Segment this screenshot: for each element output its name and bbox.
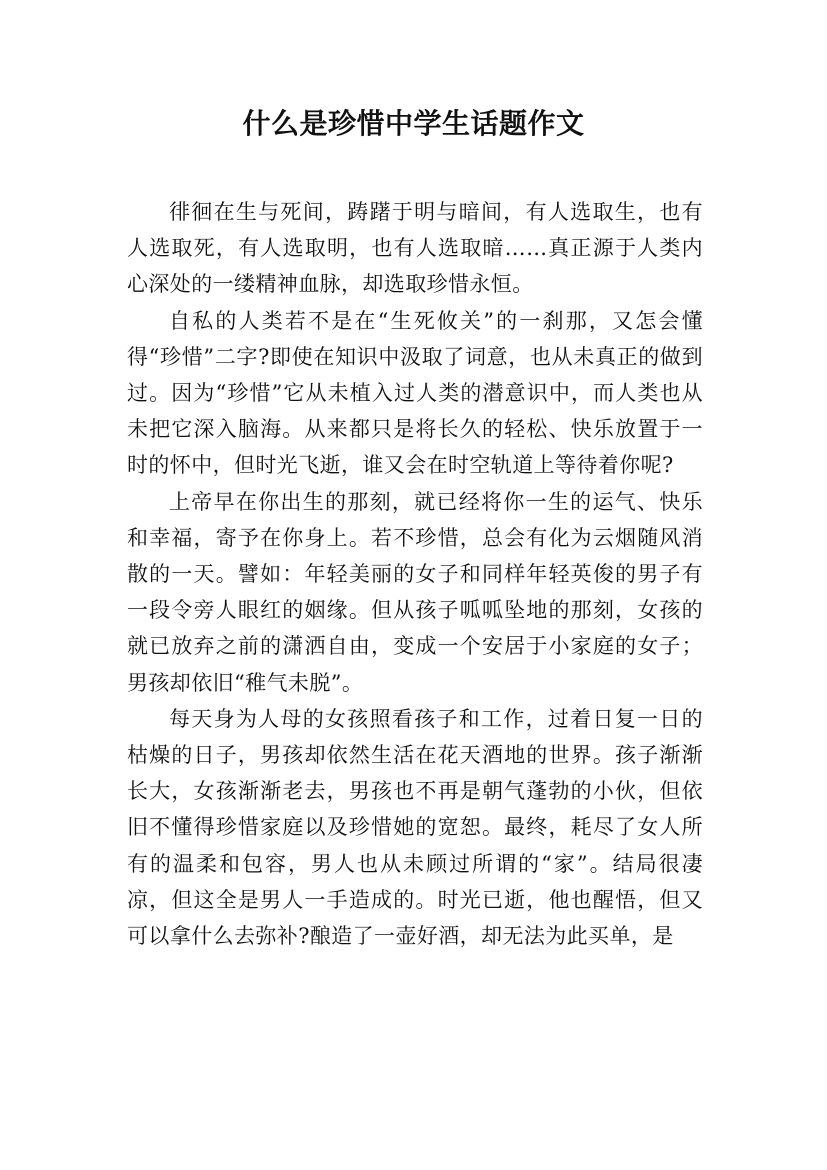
paragraph-1: 徘徊在生与死间，踌躇于明与暗间，有人选取生，也有人选取死，有人选取明，也有人选取暗……真正源于人类内心深处的一缕精神血脉，却选取珍惜永恒。 bbox=[127, 200, 703, 297]
paragraph-4: 每天身为人母的女孩照看孩子和工作，过着日复一日的枯燥的日子，男孩却依然生活在花天酒地的世界。孩子渐渐长大，女孩渐渐老去，男孩也不再是朝气蓬勃的小伙，但依旧不懂得珍惜家庭以及珍惜她的宽恕。最终，耗尽了女人所有的温柔和包容，男人也从未顾过所谓的“家”。结局很凄凉，但这全是男人一手造成的。时光已逝，他也醒悟，但又可以拿什么去弥补?酿造了一壶好酒，却无法为此买单，是 bbox=[127, 706, 703, 949]
paragraph-3: 上帝早在你出生的那刻，就已经将你一生的运气、快乐和幸福，寄予在你身上。若不珍惜，总会有化为云烟随风消散的一天。譬如：年轻美丽的女子和同样年轻英俊的男子有一段令旁人眼红的姻缘。但从孩子呱呱坠地的那刻，女孩的就已放弃之前的潇洒自由，变成一个安居于小家庭的女子；男孩却依旧“稚气未脱”。 bbox=[127, 489, 703, 695]
document-title: 什么是珍惜中学生话题作文 bbox=[242, 107, 585, 140]
document-body bbox=[127, 194, 703, 954]
paragraph-2: 自私的人类若不是在“生死攸关”的一刹那，又怎会懂得“珍惜”二字?即使在知识中汲取了词意，也从未真正的做到过。因为“珍惜”它从未植入过人类的潜意识中，而人类也从未把它深入脑海。从来都只是将长久的轻松、快乐放置于一时的怀中，但时光飞逝，谁又会在时空轨道上等待着你呢? bbox=[127, 308, 703, 478]
